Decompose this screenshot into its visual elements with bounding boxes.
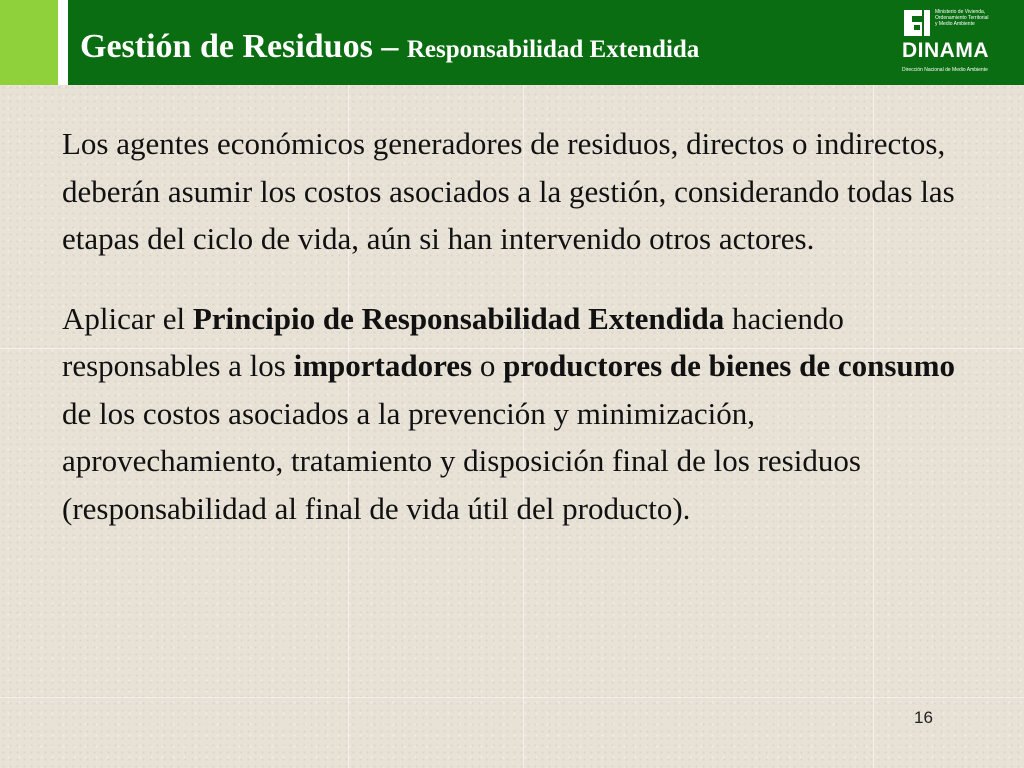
logo-name: DINAMA bbox=[902, 39, 989, 62]
slide-title bbox=[80, 28, 699, 66]
slide-title-main: Gestión de Residuos bbox=[80, 28, 373, 65]
dinama-logo bbox=[902, 8, 1014, 78]
highlight-producers: productores de bienes de consumo bbox=[503, 348, 955, 383]
paragraph-text: o bbox=[472, 348, 504, 383]
header-accent-bar bbox=[0, 0, 58, 85]
highlight-principle: Principio de Responsabilidad Extendida bbox=[192, 300, 725, 336]
paragraph-text: Aplicar el bbox=[62, 300, 193, 336]
logo-ministry-line: Ministerio de Vivienda, bbox=[935, 9, 986, 15]
highlight-importers: importadores bbox=[293, 348, 473, 383]
page-number: 16 bbox=[914, 708, 933, 727]
slide-body bbox=[62, 120, 967, 532]
paragraph-text: de los costos asociados a la prevención y minimización, aprovechamiento, tratamiento y disposición final de los residuos (responsabilidad al final de vida útil del producto). bbox=[62, 395, 861, 526]
slide-header bbox=[0, 0, 1024, 85]
logo-tagline: Dirección Nacional de Medio Ambiente bbox=[902, 67, 988, 73]
logo-ministry-text bbox=[935, 9, 1015, 27]
paragraph-text: haciendo responsables a los bbox=[62, 300, 844, 383]
logo-ministry-line: Ordenamiento Territorial bbox=[935, 15, 989, 21]
body-paragraph-2 bbox=[62, 295, 967, 533]
slide-title-separator: – bbox=[372, 28, 407, 65]
background-grid-line bbox=[0, 697, 1024, 698]
header-accent-divider bbox=[58, 0, 68, 85]
dinama-logo-icon bbox=[902, 8, 932, 38]
body-paragraph-1: Los agentes económicos generadores de residuos, directos o indirectos, deberán asumir los costos asociados a la gestión, considerando todas las etapas del ciclo de vida, aún si han intervenido otros actores. bbox=[62, 126, 955, 256]
logo-ministry-line: y Medio Ambiente bbox=[935, 21, 975, 27]
slide-title-subtitle: Responsabilidad Extendida bbox=[406, 36, 700, 63]
